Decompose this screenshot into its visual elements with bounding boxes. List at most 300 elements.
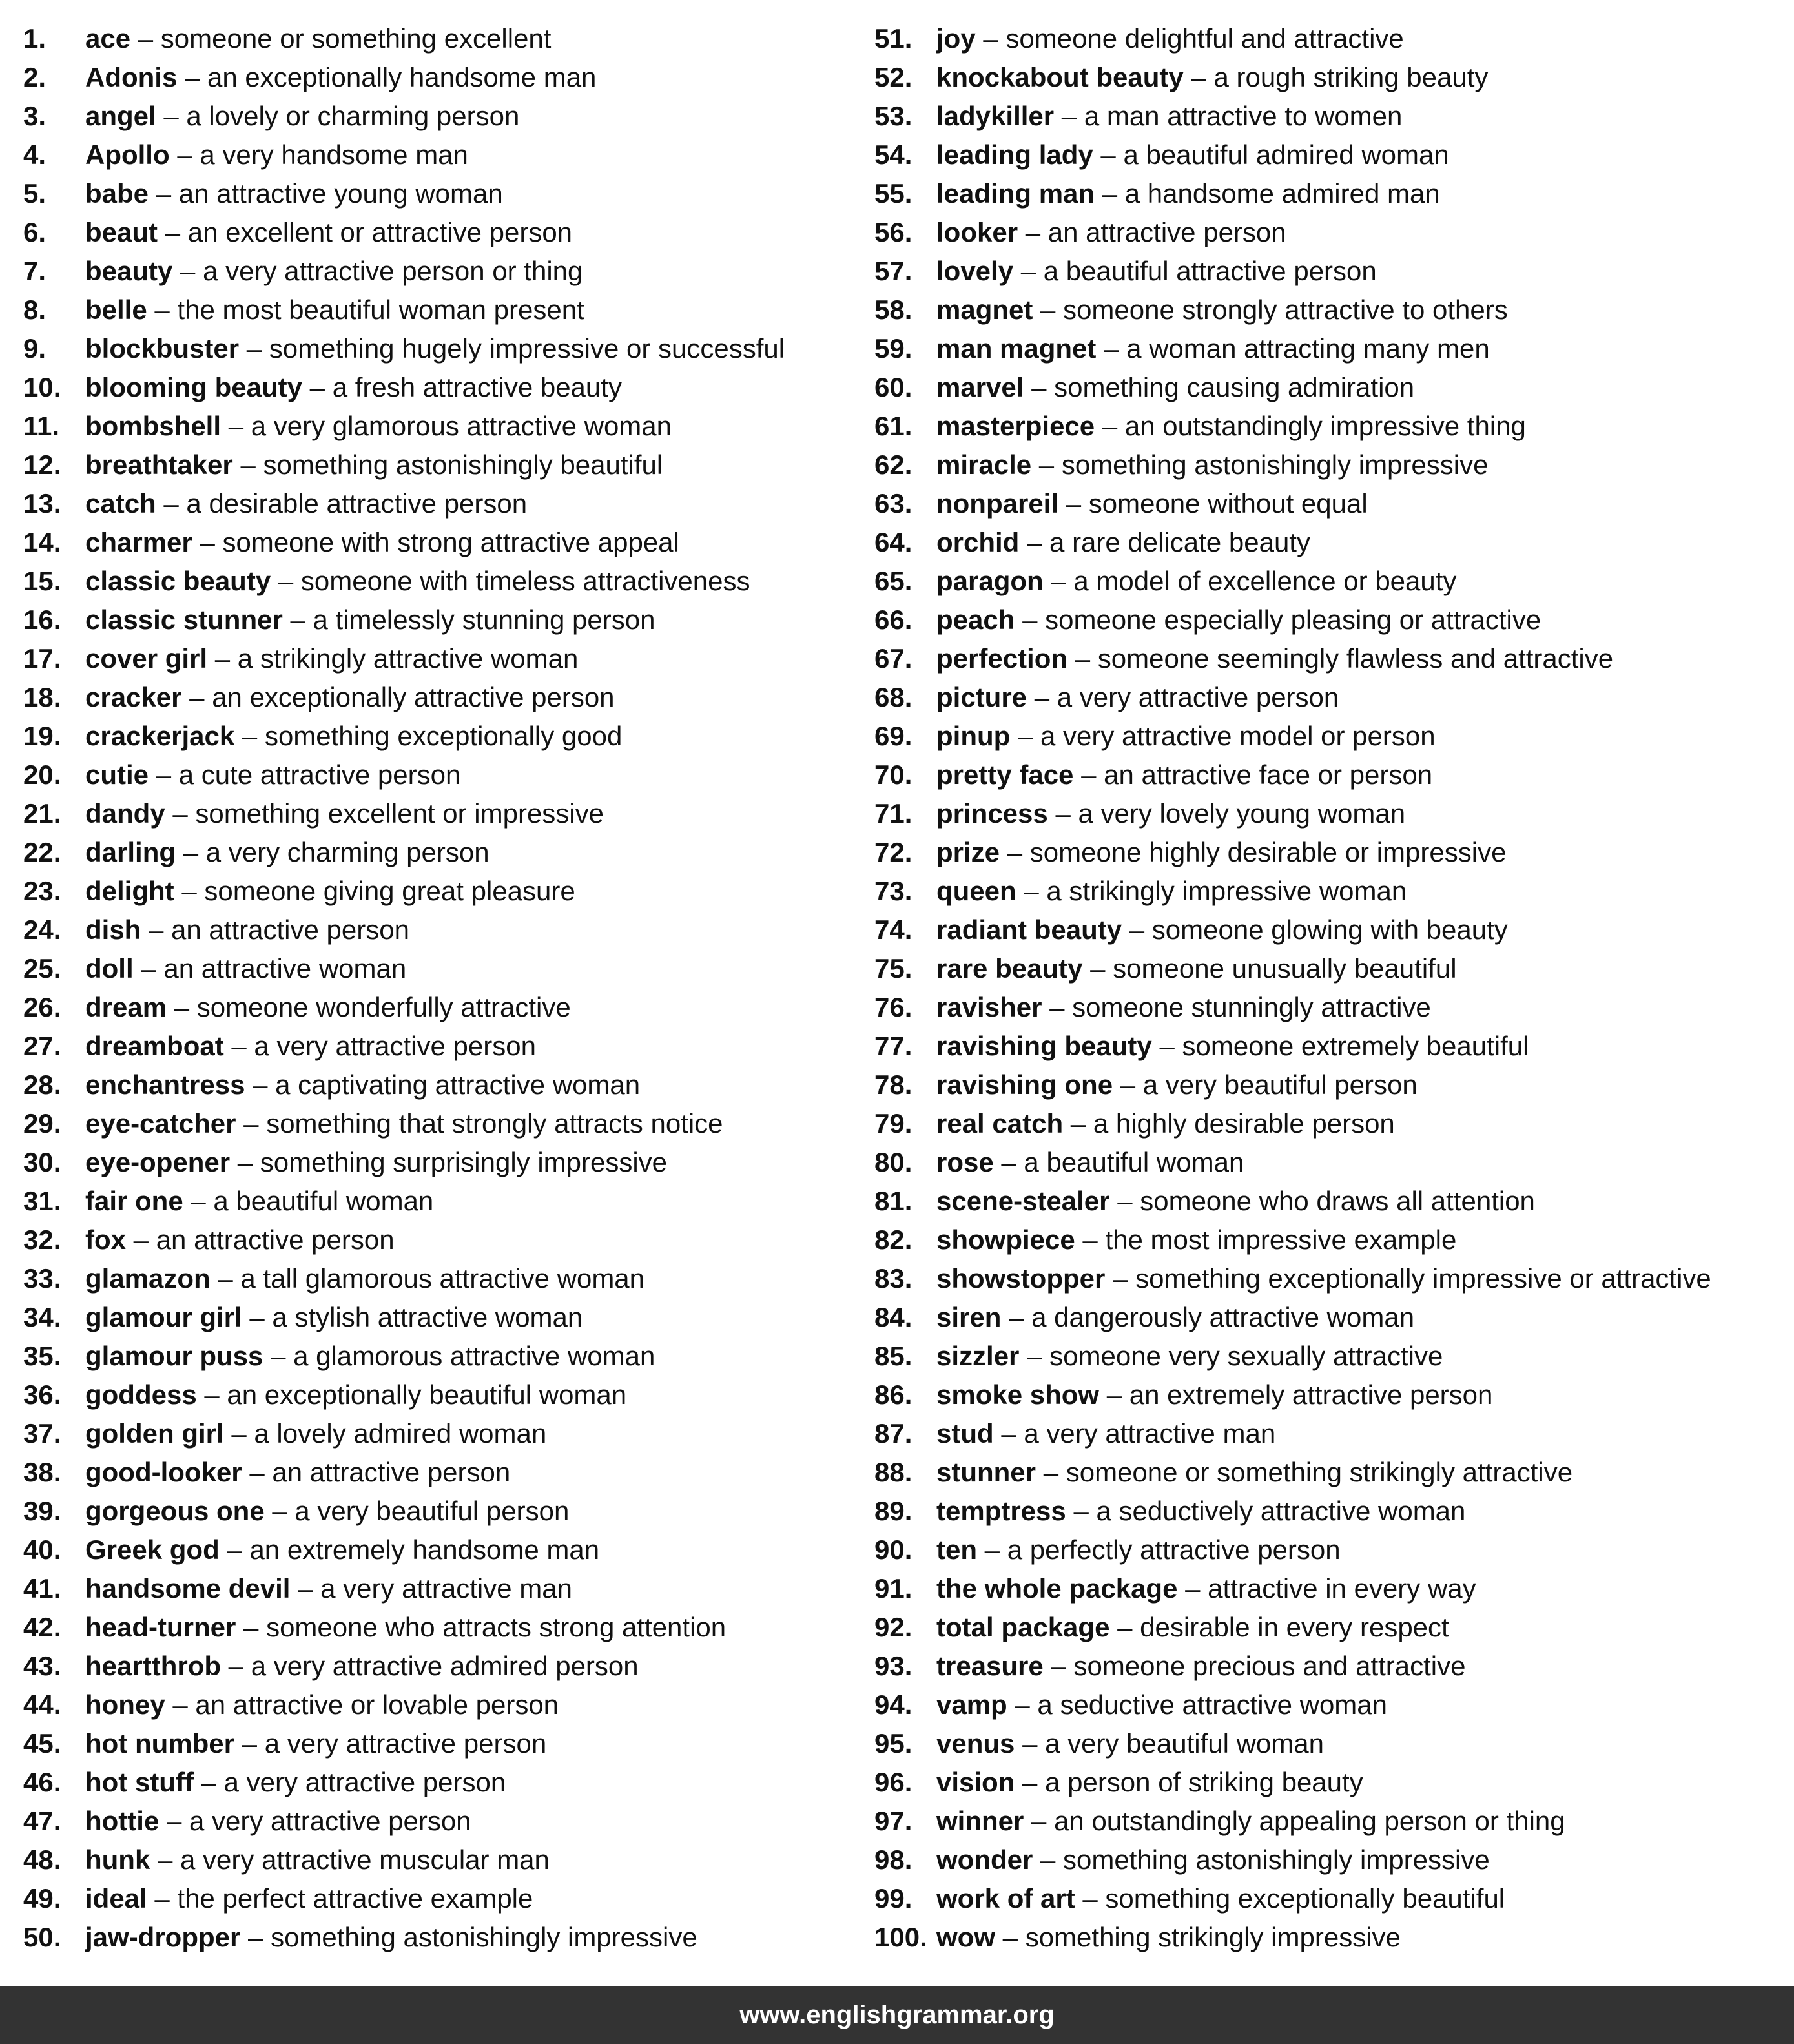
entry-number: 81. <box>874 1186 912 1216</box>
entry-separator: – <box>154 1883 170 1914</box>
entry-number: 56. <box>874 217 912 247</box>
entry-separator: – <box>1106 1379 1122 1410</box>
list-item <box>874 1918 1785 1957</box>
entry-definition: a cute attractive person <box>178 759 461 790</box>
entry-definition: something surprisingly impressive <box>260 1147 668 1177</box>
entry-word: nonpareil <box>936 488 1059 519</box>
entry-word: eye-catcher <box>85 1108 236 1139</box>
entry-word: sizzler <box>936 1341 1020 1371</box>
entry-separator: – <box>1038 449 1055 480</box>
entry-text <box>85 1686 559 1724</box>
entry-word: perfection <box>936 643 1068 674</box>
entry-separator: – <box>242 721 258 751</box>
entry-number: 70. <box>874 759 912 790</box>
list-item <box>23 1143 856 1182</box>
entry-text <box>936 678 1339 717</box>
entry-word: cover girl <box>85 643 208 674</box>
entry-separator: – <box>163 488 179 519</box>
entry-separator: – <box>172 1689 188 1720</box>
entry-word: goddess <box>85 1379 197 1410</box>
entry-separator: – <box>1002 1922 1018 1952</box>
entry-word: leading lady <box>936 139 1093 170</box>
entry-number: 23. <box>23 876 61 906</box>
entry-separator: – <box>1102 178 1118 209</box>
entry-separator: – <box>177 139 192 170</box>
entry-separator: – <box>1100 139 1116 170</box>
entry-text <box>936 1298 1414 1337</box>
entry-word: man magnet <box>936 333 1097 364</box>
entry-definition: the perfect attractive example <box>177 1883 533 1914</box>
entry-separator: – <box>1049 992 1065 1022</box>
list-item <box>874 1724 1785 1763</box>
entry-number: 78. <box>874 1069 912 1100</box>
entry-separator: – <box>138 23 154 54</box>
entry-text <box>85 1647 639 1686</box>
entry-definition: someone without equal <box>1088 488 1368 519</box>
entry-word: enchantress <box>85 1069 245 1100</box>
entry-text <box>936 949 1457 988</box>
entry-number: 90. <box>874 1534 912 1565</box>
list-item <box>874 1143 1785 1182</box>
list-item <box>874 213 1785 252</box>
entry-word: honey <box>85 1689 165 1720</box>
entry-text <box>936 97 1402 136</box>
list-item <box>874 446 1785 484</box>
entry-separator: – <box>1027 527 1042 557</box>
entry-word: smoke show <box>936 1379 1100 1410</box>
entry-definition: a rare delicate beauty <box>1049 527 1310 557</box>
entry-number: 50. <box>23 1922 61 1952</box>
entry-separator: – <box>237 1147 253 1177</box>
entry-text <box>936 833 1506 872</box>
entry-number: 29. <box>23 1108 61 1139</box>
entry-word: wow <box>936 1922 995 1952</box>
entry-separator: – <box>1104 333 1119 364</box>
entry-word: ravishing beauty <box>936 1031 1152 1061</box>
entry-number: 26. <box>23 992 61 1022</box>
entry-separator: – <box>1061 101 1077 131</box>
entry-number: 100. <box>874 1922 927 1952</box>
entry-separator: – <box>249 1302 265 1332</box>
entry-word: vamp <box>936 1689 1007 1720</box>
list-item <box>874 1066 1785 1104</box>
entry-word: Adonis <box>85 62 178 92</box>
footer-url[interactable]: www.englishgrammar.org <box>739 2000 1055 2029</box>
entry-word: scene-stealer <box>936 1186 1110 1216</box>
entry-separator: – <box>204 1379 220 1410</box>
entry-definition: something exceptionally beautiful <box>1105 1883 1505 1914</box>
entry-word: classic beauty <box>85 566 271 596</box>
entry-word: Greek god <box>85 1534 220 1565</box>
entry-word: dream <box>85 992 167 1022</box>
entry-word: handsome devil <box>85 1573 291 1604</box>
entry-definition: someone who draws all attention <box>1140 1186 1535 1216</box>
entry-definition: a captivating attractive woman <box>275 1069 641 1100</box>
entry-separator: – <box>1034 682 1050 712</box>
entry-definition: someone extremely beautiful <box>1182 1031 1529 1061</box>
entry-text <box>936 484 1368 523</box>
list-item <box>874 717 1785 756</box>
entry-definition: a stylish attractive woman <box>272 1302 583 1332</box>
entry-separator: – <box>246 333 262 364</box>
entry-text <box>85 523 679 562</box>
entry-text <box>85 174 503 213</box>
entry-separator: – <box>1113 1263 1128 1294</box>
entry-definition: someone very sexually attractive <box>1049 1341 1443 1371</box>
entry-number: 86. <box>874 1379 912 1410</box>
word-list-column-left <box>23 19 856 1957</box>
entry-word: head-turner <box>85 1612 236 1642</box>
entry-text <box>936 1182 1535 1221</box>
entry-text <box>85 19 551 58</box>
entry-word: breathtaker <box>85 449 233 480</box>
entry-number: 44. <box>23 1689 61 1720</box>
entry-separator: – <box>1051 566 1066 596</box>
entry-definition: someone glowing with beauty <box>1151 914 1508 945</box>
list-item <box>23 601 856 639</box>
entry-word: jaw-dropper <box>85 1922 241 1952</box>
entry-word: knockabout beauty <box>936 62 1184 92</box>
entry-number: 84. <box>874 1302 912 1332</box>
entry-number: 64. <box>874 527 912 557</box>
entry-word: pinup <box>936 721 1011 751</box>
list-item <box>23 484 856 523</box>
list-item <box>874 1027 1785 1066</box>
entry-word: fox <box>85 1224 126 1255</box>
entry-text <box>936 1569 1476 1608</box>
entry-text <box>936 794 1405 833</box>
list-item <box>23 1802 856 1841</box>
entry-word: stunner <box>936 1457 1036 1487</box>
entry-definition: a very attractive person <box>254 1031 536 1061</box>
list-item <box>23 1686 856 1724</box>
list-item <box>874 1763 1785 1802</box>
entry-number: 31. <box>23 1186 61 1216</box>
entry-definition: someone or something excellent <box>160 23 552 54</box>
entry-text <box>936 1221 1456 1259</box>
entry-word: glamour puss <box>85 1341 263 1371</box>
list-item <box>874 1686 1785 1724</box>
entry-definition: a very lovely young woman <box>1078 798 1406 829</box>
entry-number: 72. <box>874 837 912 867</box>
entry-definition: someone strongly attractive to others <box>1063 294 1508 325</box>
entry-text <box>936 1376 1492 1414</box>
entry-definition: the most impressive example <box>1105 1224 1457 1255</box>
entry-word: hottie <box>85 1806 160 1836</box>
entry-definition: a man attractive to women <box>1084 101 1403 131</box>
entry-text <box>85 1066 640 1104</box>
list-item <box>23 523 856 562</box>
entry-word: magnet <box>936 294 1033 325</box>
list-item <box>874 639 1785 678</box>
entry-separator: – <box>1185 1573 1201 1604</box>
entry-separator: – <box>201 1767 216 1797</box>
entry-word: queen <box>936 876 1016 906</box>
entry-definition: a very attractive man <box>320 1573 572 1604</box>
entry-separator: – <box>243 1612 259 1642</box>
entry-separator: – <box>1025 217 1041 247</box>
entry-definition: someone who attracts strong attention <box>266 1612 727 1642</box>
entry-definition: an exceptionally handsome man <box>207 62 597 92</box>
list-item <box>23 1027 856 1066</box>
entry-definition: a very attractive person or thing <box>203 256 583 286</box>
entry-separator: – <box>1031 1806 1047 1836</box>
entry-word: blooming beauty <box>85 372 302 402</box>
entry-definition: an attractive face or person <box>1104 759 1433 790</box>
entry-definition: a rough striking beauty <box>1213 62 1489 92</box>
entry-number: 66. <box>874 604 912 635</box>
entry-definition: something hugely impressive or successful <box>269 333 785 364</box>
entry-number: 63. <box>874 488 912 519</box>
entry-number: 69. <box>874 721 912 751</box>
entry-word: fair one <box>85 1186 183 1216</box>
entry-number: 97. <box>874 1806 912 1836</box>
entry-text <box>936 407 1526 446</box>
entry-separator: – <box>1102 411 1118 441</box>
entry-separator: – <box>1117 1612 1133 1642</box>
list-item <box>874 911 1785 949</box>
list-item <box>874 1841 1785 1879</box>
entry-text <box>936 562 1456 601</box>
list-item <box>23 717 856 756</box>
entry-separator: – <box>1040 294 1056 325</box>
entry-definition: a very attractive person <box>264 1728 547 1759</box>
entry-word: real catch <box>936 1108 1064 1139</box>
list-item <box>874 872 1785 911</box>
entry-separator: – <box>172 798 188 829</box>
entry-word: hunk <box>85 1844 150 1875</box>
entry-text <box>936 1879 1505 1918</box>
entry-separator: – <box>185 62 200 92</box>
entry-text <box>85 1569 572 1608</box>
entry-definition: a very attractive model or person <box>1040 721 1436 751</box>
entry-separator: – <box>1159 1031 1175 1061</box>
entry-number: 47. <box>23 1806 61 1836</box>
entry-separator: – <box>166 1806 182 1836</box>
entry-word: ravisher <box>936 992 1042 1022</box>
entry-number: 94. <box>874 1689 912 1720</box>
entry-number: 61. <box>874 411 912 441</box>
entry-text <box>936 446 1488 484</box>
entry-number: 98. <box>874 1844 912 1875</box>
entry-definition: something strikingly impressive <box>1025 1922 1401 1952</box>
entry-word: charmer <box>85 527 192 557</box>
entry-text <box>936 1027 1529 1066</box>
entry-separator: – <box>1007 837 1023 867</box>
entry-text <box>85 1531 599 1569</box>
entry-number: 71. <box>874 798 912 829</box>
list-item <box>23 1337 856 1376</box>
entry-number: 45. <box>23 1728 61 1759</box>
entry-definition: something exceptionally impressive or attractive <box>1135 1263 1711 1294</box>
entry-word: work of art <box>936 1883 1075 1914</box>
entry-word: princess <box>936 798 1048 829</box>
list-item <box>23 872 856 911</box>
entry-separator: – <box>1191 62 1206 92</box>
entry-text <box>85 639 578 678</box>
entry-definition: a woman attracting many men <box>1126 333 1490 364</box>
list-item <box>23 174 856 213</box>
entry-separator: – <box>189 682 205 712</box>
entry-number: 79. <box>874 1108 912 1139</box>
entry-word: stud <box>936 1418 994 1449</box>
entry-number: 75. <box>874 953 912 984</box>
entry-number: 46. <box>23 1767 61 1797</box>
entry-definition: something that strongly attracts notice <box>266 1108 723 1139</box>
list-item <box>23 1376 856 1414</box>
list-item <box>874 136 1785 174</box>
entry-definition: someone or something strikingly attractive <box>1066 1457 1573 1487</box>
entry-text <box>936 1453 1572 1492</box>
entry-separator: – <box>180 256 196 286</box>
entry-separator: – <box>149 914 164 945</box>
entry-text <box>85 949 406 988</box>
entry-number: 12. <box>23 449 61 480</box>
entry-text <box>85 1143 667 1182</box>
entry-text <box>936 368 1414 407</box>
entry-separator: – <box>1117 1186 1133 1216</box>
entry-definition: a dangerously attractive woman <box>1031 1302 1415 1332</box>
entry-separator: – <box>1082 1883 1098 1914</box>
word-list-column-right <box>874 19 1785 1957</box>
entry-number: 3. <box>23 101 46 131</box>
entry-number: 57. <box>874 256 912 286</box>
entry-text <box>936 1492 1465 1531</box>
entry-definition: something astonishingly impressive <box>1061 449 1489 480</box>
entry-separator: – <box>163 101 179 131</box>
entry-text <box>85 1724 546 1763</box>
entry-text <box>85 136 468 174</box>
entry-separator: – <box>1070 1108 1086 1139</box>
entry-number: 16. <box>23 604 61 635</box>
entry-separator: – <box>1129 914 1145 945</box>
entry-number: 89. <box>874 1496 912 1526</box>
entry-number: 87. <box>874 1418 912 1449</box>
entry-text <box>85 1608 726 1647</box>
entry-text <box>85 1221 395 1259</box>
list-item <box>23 1066 856 1104</box>
list-item <box>23 911 856 949</box>
entry-separator: – <box>1020 256 1036 286</box>
entry-separator: – <box>181 876 197 906</box>
list-item <box>23 368 856 407</box>
entry-word: ace <box>85 23 131 54</box>
entry-number: 77. <box>874 1031 912 1061</box>
entry-separator: – <box>278 566 294 596</box>
entry-text <box>936 601 1541 639</box>
list-item <box>874 1492 1785 1531</box>
entry-definition: the most beautiful woman present <box>177 294 584 325</box>
entry-separator: – <box>1073 1496 1089 1526</box>
entry-number: 35. <box>23 1341 61 1371</box>
entry-text <box>936 1608 1449 1647</box>
entry-word: prize <box>936 837 1000 867</box>
entry-text <box>936 174 1440 213</box>
list-item <box>874 988 1785 1027</box>
entry-text <box>85 1027 536 1066</box>
entry-separator: – <box>253 1069 268 1100</box>
entry-separator: – <box>1015 1689 1030 1720</box>
entry-definition: a very attractive admired person <box>251 1651 639 1681</box>
list-item <box>874 1647 1785 1686</box>
entry-definition: something exceptionally good <box>264 721 623 751</box>
entry-number: 36. <box>23 1379 61 1410</box>
list-item <box>874 19 1785 58</box>
entry-text <box>936 1763 1363 1802</box>
list-item <box>23 1608 856 1647</box>
entry-number: 96. <box>874 1767 912 1797</box>
list-item <box>874 949 1785 988</box>
entry-number: 5. <box>23 178 46 209</box>
entry-text <box>85 484 527 523</box>
list-item <box>874 601 1785 639</box>
list-item <box>23 1182 856 1221</box>
list-item <box>874 97 1785 136</box>
list-item <box>23 1453 856 1492</box>
entry-number: 88. <box>874 1457 912 1487</box>
list-item <box>23 1918 856 1957</box>
entry-separator: – <box>1075 643 1091 674</box>
entry-text <box>85 407 672 446</box>
list-item <box>23 1724 856 1763</box>
entry-text <box>85 368 622 407</box>
entry-text <box>85 1802 471 1841</box>
list-item <box>23 19 856 58</box>
list-item <box>874 484 1785 523</box>
list-item <box>23 949 856 988</box>
entry-definition: someone giving great pleasure <box>204 876 575 906</box>
entry-text <box>85 562 750 601</box>
list-item <box>23 97 856 136</box>
entry-number: 38. <box>23 1457 61 1487</box>
entry-text <box>85 329 785 368</box>
entry-number: 83. <box>874 1263 912 1294</box>
entry-number: 54. <box>874 139 912 170</box>
entry-definition: a highly desirable person <box>1093 1108 1395 1139</box>
entry-separator: – <box>1031 372 1047 402</box>
list-item <box>874 368 1785 407</box>
entry-separator: – <box>154 294 170 325</box>
list-item <box>874 1608 1785 1647</box>
entry-separator: – <box>983 23 998 54</box>
entry-number: 34. <box>23 1302 61 1332</box>
entry-definition: a very beautiful person <box>294 1496 570 1526</box>
entry-text <box>936 988 1431 1027</box>
entry-definition: a very attractive man <box>1024 1418 1276 1449</box>
entry-word: angel <box>85 101 156 131</box>
list-item <box>23 988 856 1027</box>
entry-definition: a very beautiful woman <box>1045 1728 1324 1759</box>
entry-number: 62. <box>874 449 912 480</box>
entry-definition: an attractive person <box>272 1457 511 1487</box>
entry-text <box>85 291 584 329</box>
entry-definition: a very attractive person <box>189 1806 471 1836</box>
list-item <box>23 58 856 97</box>
entry-number: 7. <box>23 256 46 286</box>
entry-text <box>85 1337 655 1376</box>
entry-text <box>85 1763 506 1802</box>
list-item <box>874 1104 1785 1143</box>
list-item <box>874 1337 1785 1376</box>
entry-number: 59. <box>874 333 912 364</box>
entry-text <box>85 988 571 1027</box>
entry-text <box>85 1453 510 1492</box>
entry-definition: someone with timeless attractiveness <box>300 566 750 596</box>
entry-separator: – <box>272 1496 287 1526</box>
list-item <box>874 252 1785 291</box>
list-item <box>23 1492 856 1531</box>
list-item <box>874 562 1785 601</box>
